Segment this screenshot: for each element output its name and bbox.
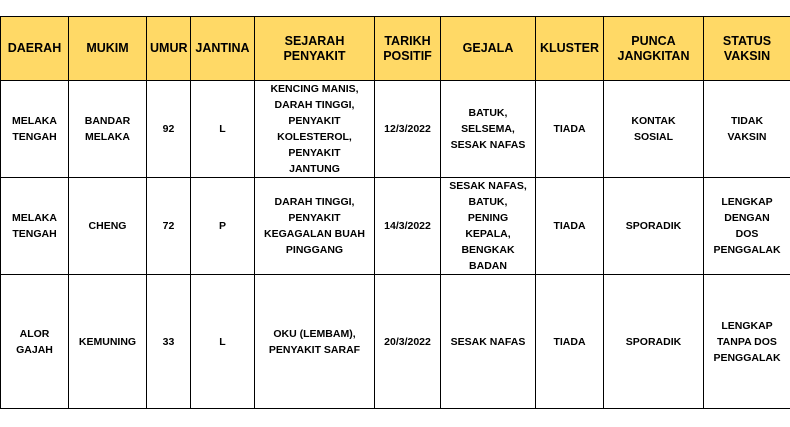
cell-status-vaksin: TIDAK VAKSIN: [704, 81, 790, 178]
header-jantina: JANTINA: [191, 17, 255, 81]
header-row: [1, 17, 790, 81]
table-row: [1, 178, 790, 275]
header-punca-jangkitan: PUNCA JANGKITAN: [604, 17, 704, 81]
cell-mukim: CHENG: [69, 178, 147, 275]
header-kluster: KLUSTER: [536, 17, 604, 81]
cell-jantina: L: [191, 275, 255, 409]
cell-umur: 33: [147, 275, 191, 409]
cell-sejarah-penyakit: DARAH TINGGI, PENYAKIT KEGAGALAN BUAH PINGGANG: [255, 178, 375, 275]
header-mukim: MUKIM: [69, 17, 147, 81]
cell-mukim: KEMUNING: [69, 275, 147, 409]
header-daerah: DAERAH: [1, 17, 69, 81]
cell-tarikh-positif: 14/3/2022: [375, 178, 441, 275]
cell-status-vaksin: LENGKAP TANPA DOS PENGGALAK: [704, 275, 790, 409]
cell-kluster: TIADA: [536, 275, 604, 409]
cell-tarikh-positif: 12/3/2022: [375, 81, 441, 178]
cell-gejala: SESAK NAFAS, BATUK, PENING KEPALA, BENGKAK BADAN: [441, 178, 536, 275]
cell-gejala: BATUK, SELSEMA, SESAK NAFAS: [441, 81, 536, 178]
header-status-vaksin: STATUS VAKSIN: [704, 17, 790, 81]
header-sejarah-penyakit: SEJARAH PENYAKIT: [255, 17, 375, 81]
table-row: [1, 81, 790, 178]
cell-punca-jangkitan: KONTAK SOSIAL: [604, 81, 704, 178]
cell-punca-jangkitan: SPORADIK: [604, 275, 704, 409]
cell-punca-jangkitan: SPORADIK: [604, 178, 704, 275]
cell-tarikh-positif: 20/3/2022: [375, 275, 441, 409]
cell-umur: 92: [147, 81, 191, 178]
cell-sejarah-penyakit: KENCING MANIS, DARAH TINGGI, PENYAKIT KOLESTEROL, PENYAKIT JANTUNG: [255, 81, 375, 178]
cell-kluster: TIADA: [536, 81, 604, 178]
cases-table: [0, 16, 790, 409]
cell-daerah: MELAKA TENGAH: [1, 81, 69, 178]
header-tarikh-positif: TARIKH POSITIF: [375, 17, 441, 81]
cell-sejarah-penyakit: OKU (LEMBAM), PENYAKIT SARAF: [255, 275, 375, 409]
header-gejala: GEJALA: [441, 17, 536, 81]
cell-kluster: TIADA: [536, 178, 604, 275]
cell-jantina: P: [191, 178, 255, 275]
cell-gejala: SESAK NAFAS: [441, 275, 536, 409]
cell-mukim: BANDAR MELAKA: [69, 81, 147, 178]
header-umur: UMUR: [147, 17, 191, 81]
cell-daerah: ALOR GAJAH: [1, 275, 69, 409]
cell-status-vaksin: LENGKAP DENGAN DOS PENGGALAK: [704, 178, 790, 275]
cell-jantina: L: [191, 81, 255, 178]
table-row: [1, 275, 790, 409]
cell-umur: 72: [147, 178, 191, 275]
cell-daerah: MELAKA TENGAH: [1, 178, 69, 275]
